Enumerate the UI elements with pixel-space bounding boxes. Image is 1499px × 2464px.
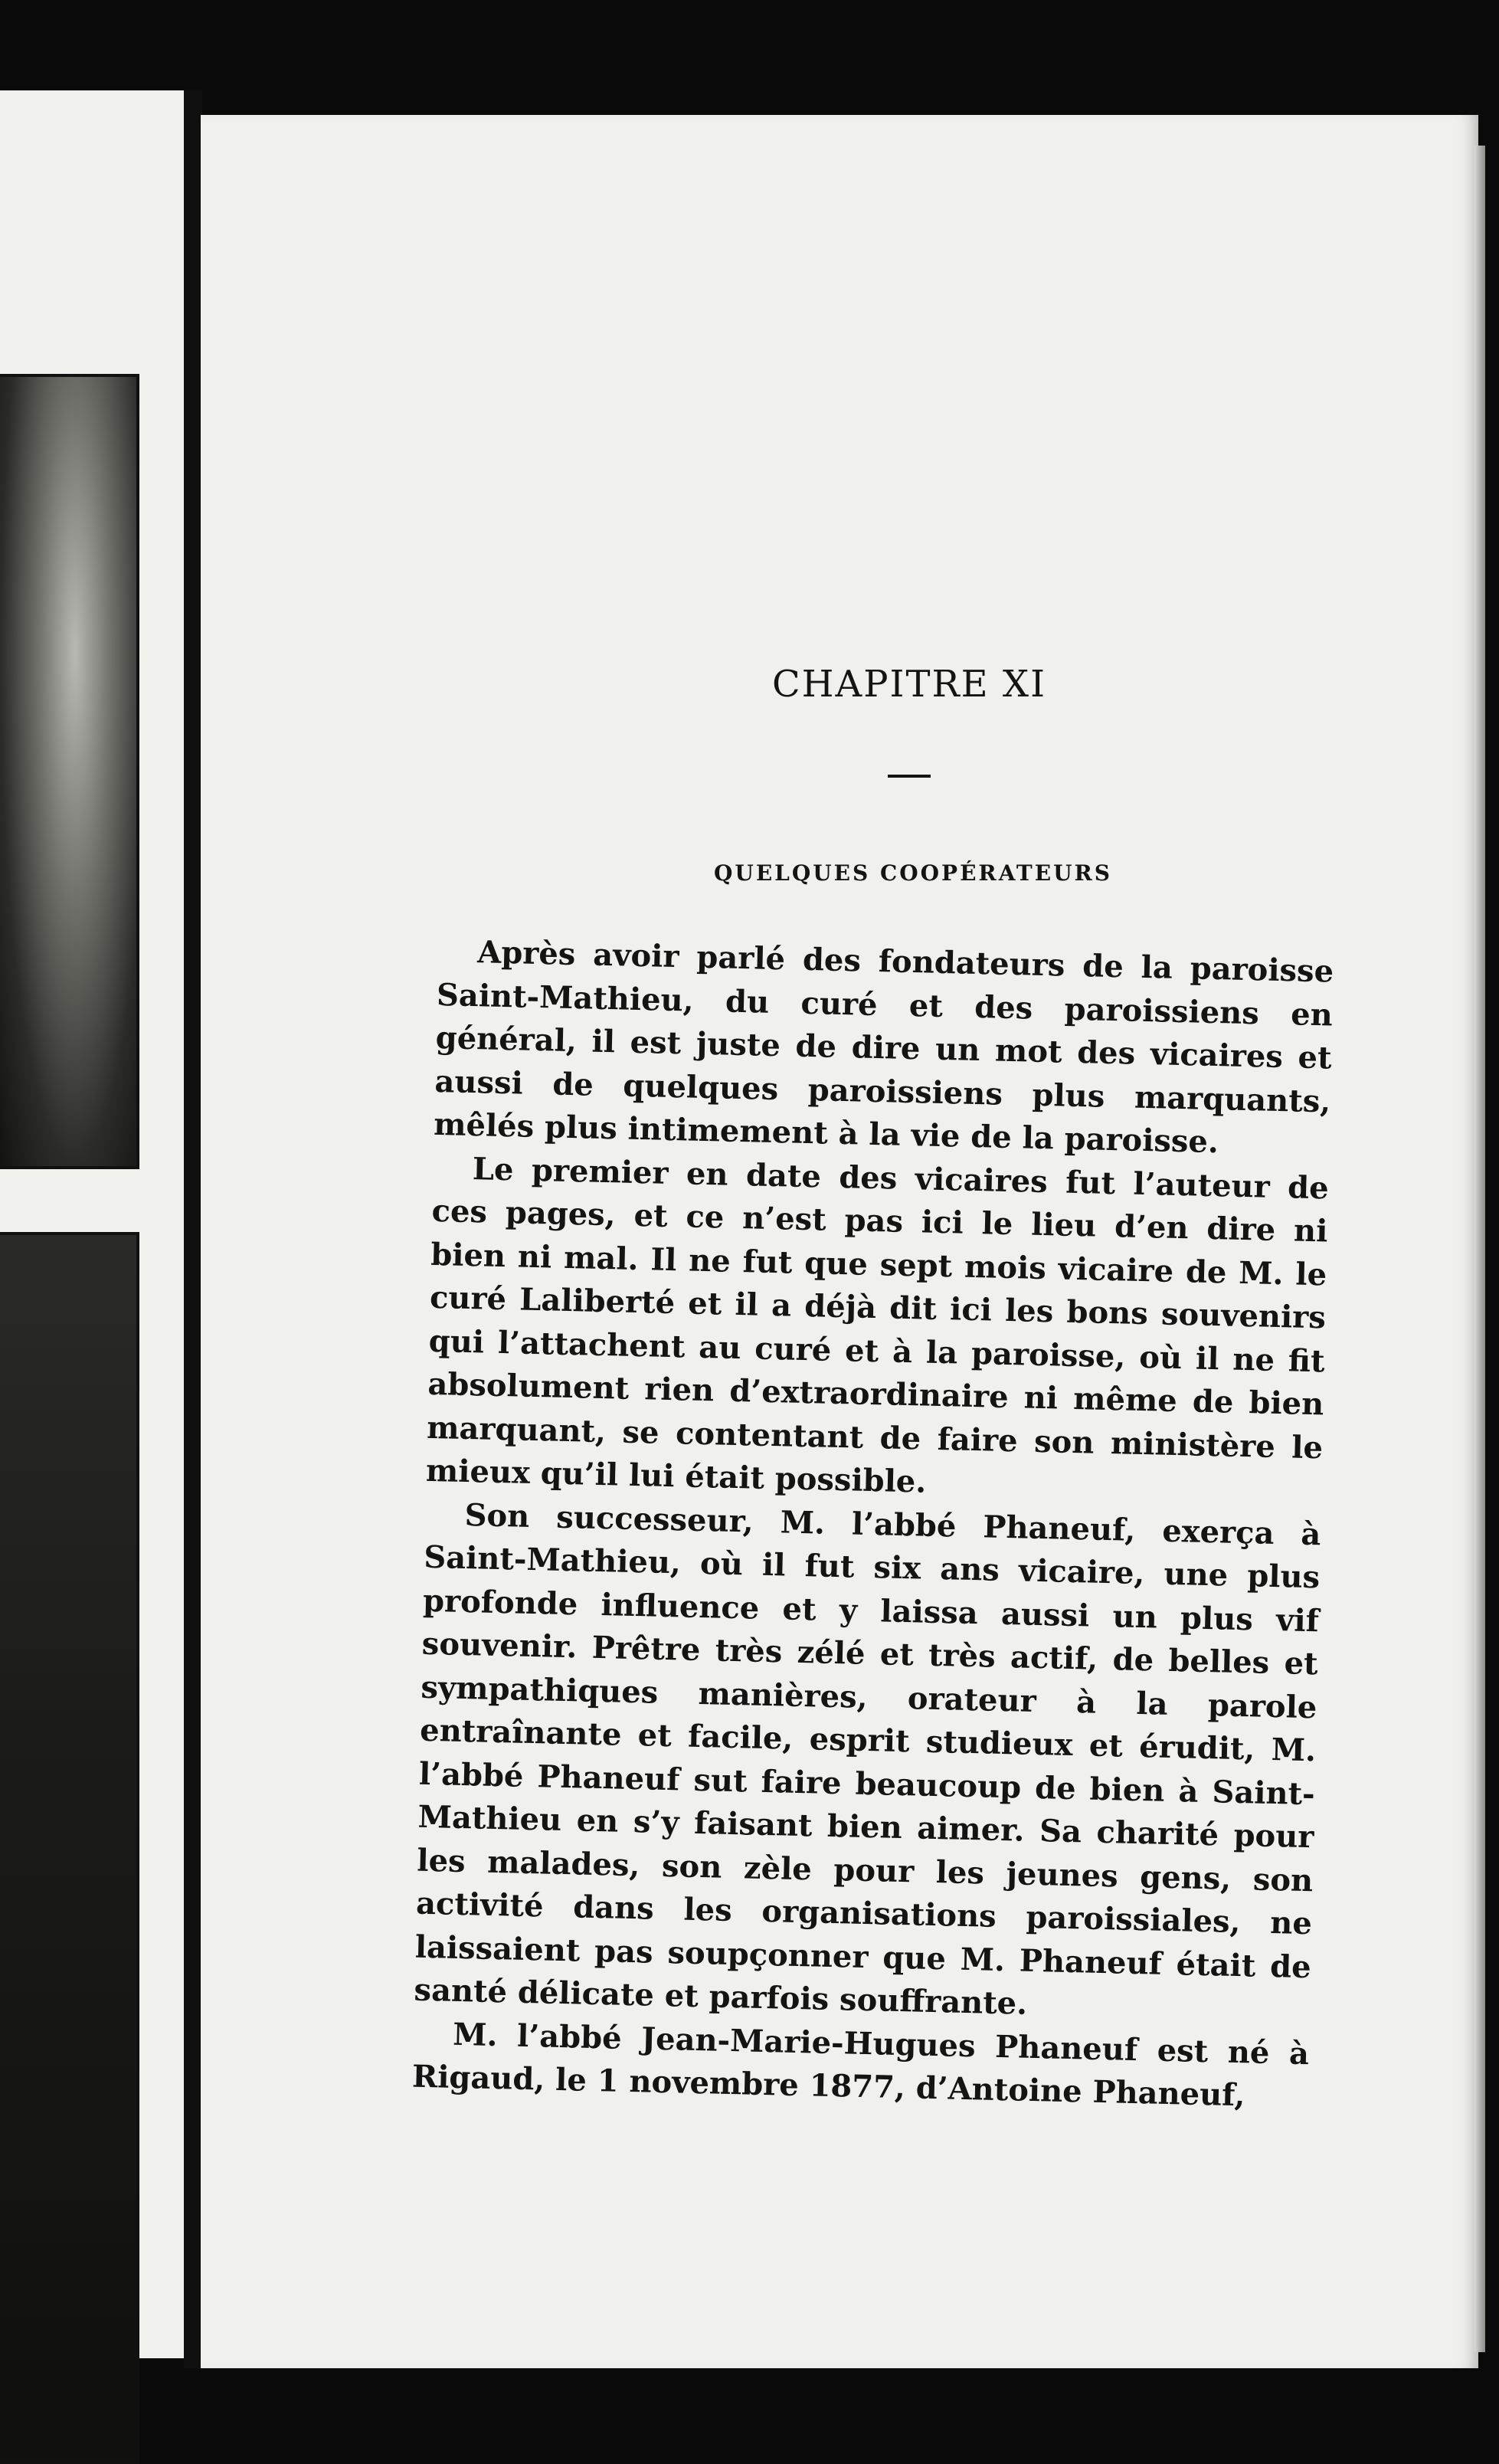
facing-page-fragment xyxy=(0,90,184,2358)
page-content xyxy=(411,548,1334,2114)
photo-plate-top xyxy=(0,374,139,1169)
chapter-title: CHAPITRE XI xyxy=(771,663,1047,706)
paragraph: Le premier en date des vicaires fut l’auteur de ces pages, et ce n’est pas ici le lieu d’en dire ni bien ni mal. Il ne fut que sept mois vicaire de M. le curé Laliberté et il a déjà dit ici les bons souvenirs qui l’attachent au curé et à la paroisse, où il ne fit absolument rien d’extraordinaire ni même de bien marquant, se contentant de faire son ministère le mieux qu’il lui était possible. xyxy=(425,1150,1330,1500)
book-gutter xyxy=(184,90,202,2368)
section-title: QUELQUES COOPÉRATEURS xyxy=(714,860,1112,886)
chapter-rule xyxy=(888,775,931,778)
page-edge xyxy=(1474,146,1485,2352)
body-text xyxy=(411,930,1334,2119)
paragraph: Son successeur, M. l’abbé Phaneuf, exerça à Saint-Mathieu, où il fut six ans vicaire, une plus profonde influence et y laissa aussi un plus vif souvenir. Prêtre très zélé et très actif, de belles et sympathiques manières, orateur à la parole entraînante et facile, esprit studieux et érudit, M. l’abbé Phaneuf sut faire beaucoup de bien à Saint-Mathieu en s’y faisant bien aimer. Sa charité pour les malades, son zèle pour les jeunes gens, son activité dans les organisations paroissiales, ne laissaient pas soupçonner que M. Phaneuf était de santé délicate et parfois souffrante. xyxy=(414,1496,1321,2022)
paragraph: M. l’abbé Jean-Marie-Hugues Phaneuf est né à Rigaud, le 1 novembre 1877, d’Antoine Phaneuf, xyxy=(411,2016,1310,2114)
book-page xyxy=(201,115,1478,2368)
photo-plate-bottom xyxy=(0,1232,139,2464)
paragraph: Après avoir parlé des fondateurs de la paroisse Saint-Mathieu, du curé et des paroissiens en général, il est juste de dire un mot des vicaires et aussi de quelques paroissiens plus marquants, mêlés plus intimement à la vie de la paroisse. xyxy=(433,934,1334,1161)
